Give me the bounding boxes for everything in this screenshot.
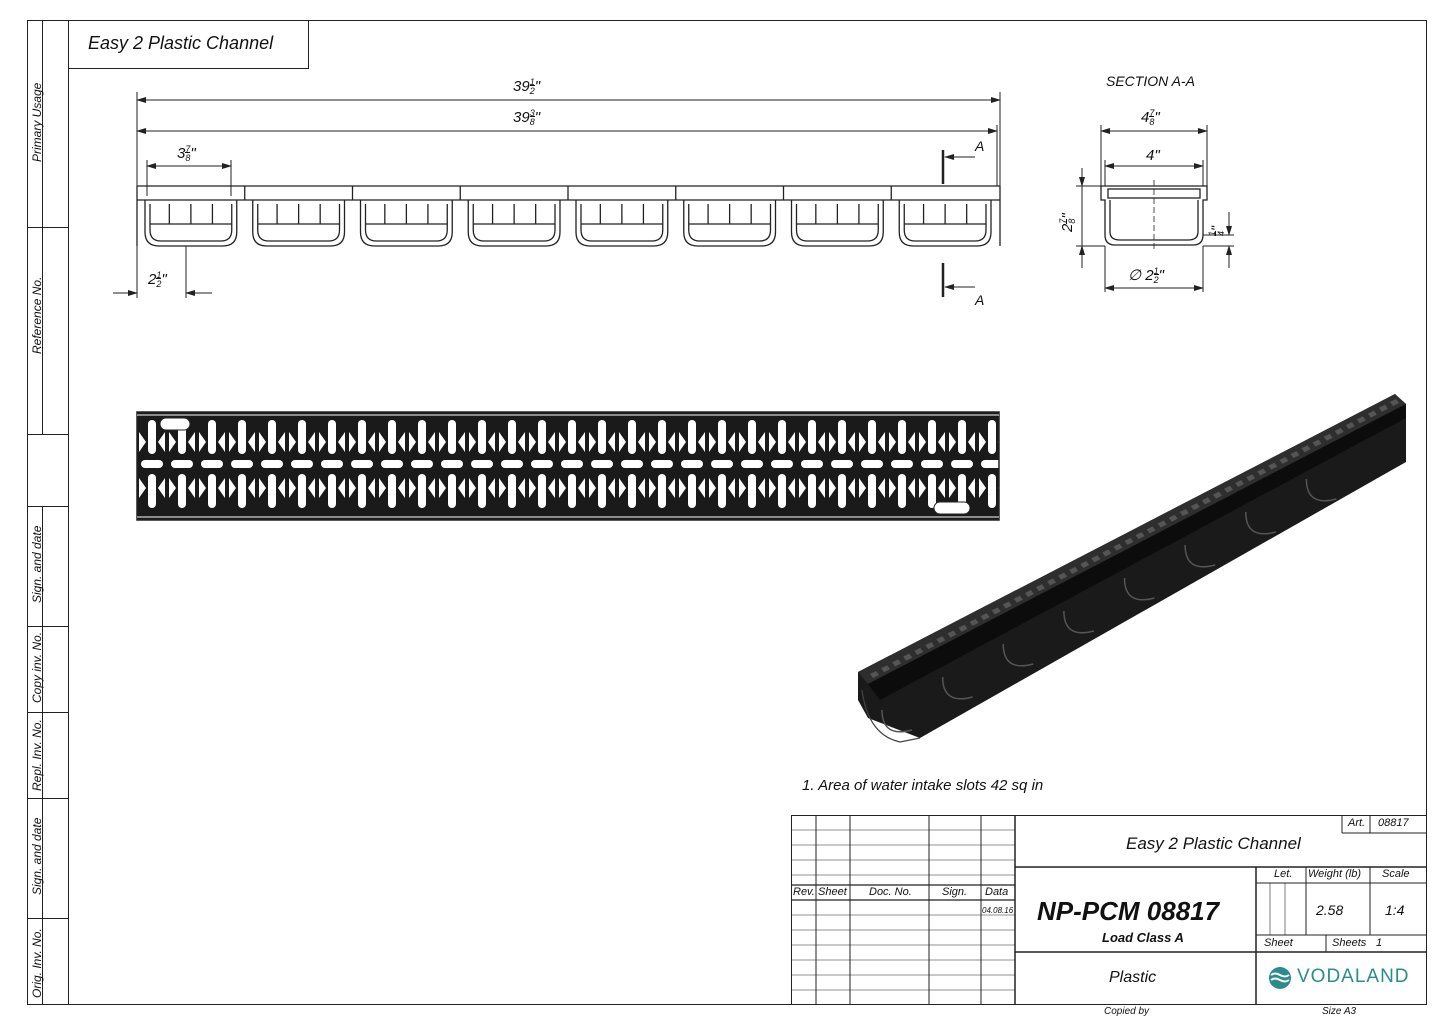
sheet-label: Sheet [1264,937,1293,949]
side-label-repl-inv: Repl. Inv. No. [30,719,44,791]
dim-segment: $3\frac{7}{8}$" [177,144,196,164]
doc-no-header: Doc. No. [869,886,912,898]
wave-icon [1268,966,1292,990]
sheets-label: Sheets [1332,937,1367,949]
dim-overall-1: $39\frac{1}{2}$" [513,77,541,97]
date-value: 04.08.16 [982,906,1014,915]
size-label: Size A3 [1322,1006,1357,1017]
section-marker-top: A [975,138,985,154]
dim-section-depth: 1 4" [1207,226,1227,236]
dim-overall-2: $39\frac{3}{8}$" [513,108,541,128]
drawing-title: Easy 2 Plastic Channel [69,20,309,69]
weight-label: Weight (lb) [1308,868,1361,880]
scale-label: Scale [1382,868,1410,880]
rev-header: Rev. [793,886,815,898]
sheets-value: 1 [1376,937,1383,949]
sheet-header: Sheet [818,886,847,898]
dim-section-inner: 4" [1146,147,1160,164]
art-value: 08817 [1378,817,1409,829]
brand-name: VODALAND [1297,966,1410,987]
dim-section-height: 27 8" [1058,213,1078,232]
side-label-sign-date: Sign. and date [30,525,44,603]
side-label-sign-date-2: Sign. and date [30,817,44,895]
dim-section-width: $4\frac{7}{8}$" [1141,108,1160,128]
scale-value: 1:4 [1385,902,1405,918]
copied-by: Copied by [1104,1006,1150,1017]
data-header: Data [985,886,1009,898]
weight-value: 2.58 [1316,902,1344,918]
dim-bottom: $2\frac{1}{2}$" [148,270,167,290]
brand-logo [1268,966,1292,995]
side-label-reference-no: Reference No. [30,276,44,354]
section-marker-bottom: A [975,292,985,308]
dim-outlet: ∅ $2\frac{1}{2}$" [1128,266,1164,286]
part-number: NP-PCM 08817 [1037,896,1220,926]
note-text: 1. Area of water intake slots 42 sq in [802,777,1044,794]
side-label-copy-inv: Copy inv. No. [30,631,44,703]
sign-header: Sign. [942,886,968,898]
side-label-orig-inv: Orig. Inv. No. [30,928,44,998]
section-label: SECTION A-A [1106,73,1195,89]
art-label: Art. [1348,817,1366,829]
side-label-primary-usage: Primary Usage [30,82,44,162]
let-label: Let. [1274,868,1293,880]
product-name: Easy 2 Plastic Channel [1126,834,1301,853]
load-class: Load Class A [1102,930,1184,945]
material: Plastic [1109,969,1157,986]
